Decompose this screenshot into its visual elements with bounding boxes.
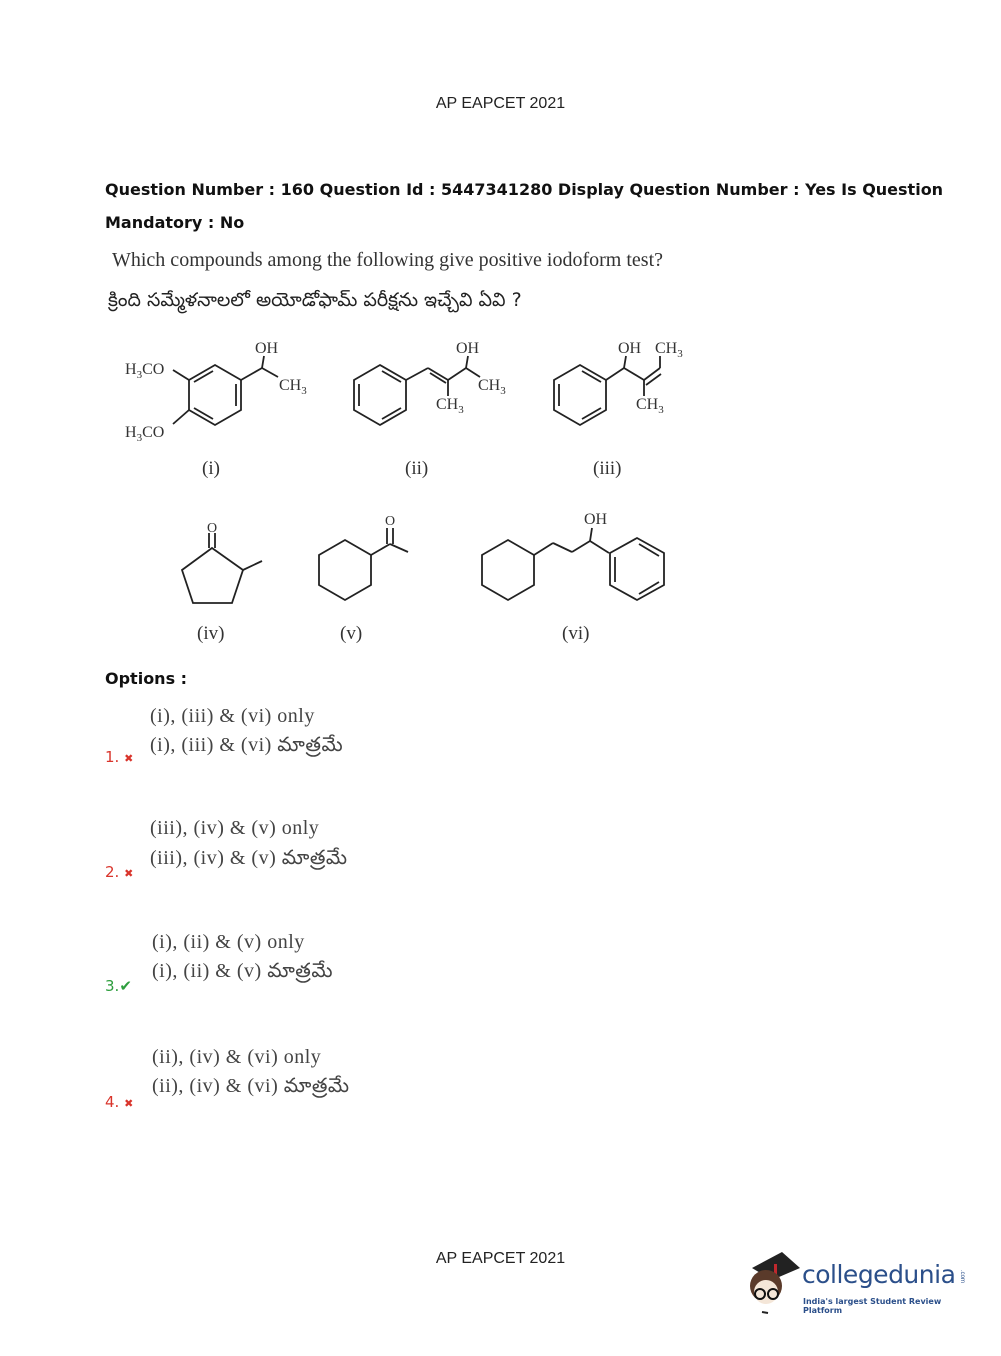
option-telugu: (i), (ii) & (v) మాత్రమే [152, 960, 333, 982]
structure-ii [354, 340, 506, 425]
option-english: (ii), (iv) & (vi) only [152, 1046, 322, 1068]
question-meta-line2: Mandatory : No [105, 213, 245, 232]
cross-icon: ✖ [124, 867, 134, 880]
svg-text:CH3: $CH_3$ [436, 396, 464, 416]
cross-icon: ✖ [124, 1097, 134, 1110]
svg-text:H3CO: $H_3CO$ [125, 361, 165, 381]
structure-label-vi: (vi) [562, 623, 590, 644]
page-header-title: AP EAPCET 2021 [435, 95, 566, 112]
check-icon: ✔ [119, 977, 132, 995]
svg-text:CH3: $CH_3$ [478, 377, 506, 397]
cross-icon: ✖ [124, 752, 134, 765]
svg-text:O: O [385, 514, 396, 529]
option-english: (iii), (iv) & (v) only [150, 817, 320, 839]
svg-text:CH3: $CH_3$ [655, 340, 683, 360]
structure-iv [182, 521, 262, 603]
option-telugu: (ii), (iv) & (vi) మాత్రమే [152, 1075, 350, 1097]
option-number: 1. [105, 748, 120, 766]
option-telugu: (i), (iii) & (vi) మాత్రమే [150, 734, 344, 756]
option-number: 3. [105, 977, 120, 995]
options-label: Options : [105, 669, 188, 688]
option-number: 2. [105, 863, 120, 881]
structure-label-iv: (iv) [197, 623, 225, 644]
svg-text:CH3: $CH_3$ [636, 396, 664, 416]
structure-i [125, 340, 307, 444]
svg-text:O: O [207, 521, 218, 536]
svg-text:OH: OH [456, 340, 480, 357]
brand-name: collegedunia [802, 1260, 956, 1289]
question-text-telugu: క్రింది సమ్మేళనాలలో అయోడోఫామ్ పరీక్షను ఇచ్చేవి ఏవి ? [108, 289, 522, 311]
question-meta-line1: Question Number : 160 Question Id : 5447341280 Display Question Number : Yes Is Question [105, 180, 944, 199]
structure-label-ii: (ii) [405, 458, 429, 479]
brand-suffix: .com [959, 1270, 965, 1284]
page-footer-title: AP EAPCET 2021 [435, 1250, 566, 1267]
svg-text:CH3: $CH_3$ [279, 377, 307, 397]
svg-text:OH: OH [618, 340, 642, 357]
structure-label-i: (i) [202, 458, 220, 479]
structure-iii [554, 340, 683, 425]
structure-v [319, 514, 408, 600]
option-english: (i), (iii) & (vi) only [150, 705, 315, 727]
option-number: 4. [105, 1093, 120, 1111]
question-text-english: Which compounds among the following give positive iodoform test? [112, 249, 664, 271]
svg-text:OH: OH [255, 340, 279, 357]
svg-text:OH: OH [584, 511, 608, 528]
option-english: (i), (ii) & (v) only [152, 931, 305, 953]
structure-vi [482, 511, 664, 600]
svg-text:H3CO: $H_3CO$ [125, 424, 165, 444]
mascot-icon [742, 1250, 802, 1316]
collegedunia-logo [742, 1250, 972, 1320]
structure-label-iii: (iii) [593, 458, 622, 479]
option-telugu: (iii), (iv) & (v) మాత్రమే [150, 847, 348, 869]
structure-label-v: (v) [340, 623, 363, 644]
brand-tagline: India's largest Student Review Platform [803, 1297, 942, 1315]
